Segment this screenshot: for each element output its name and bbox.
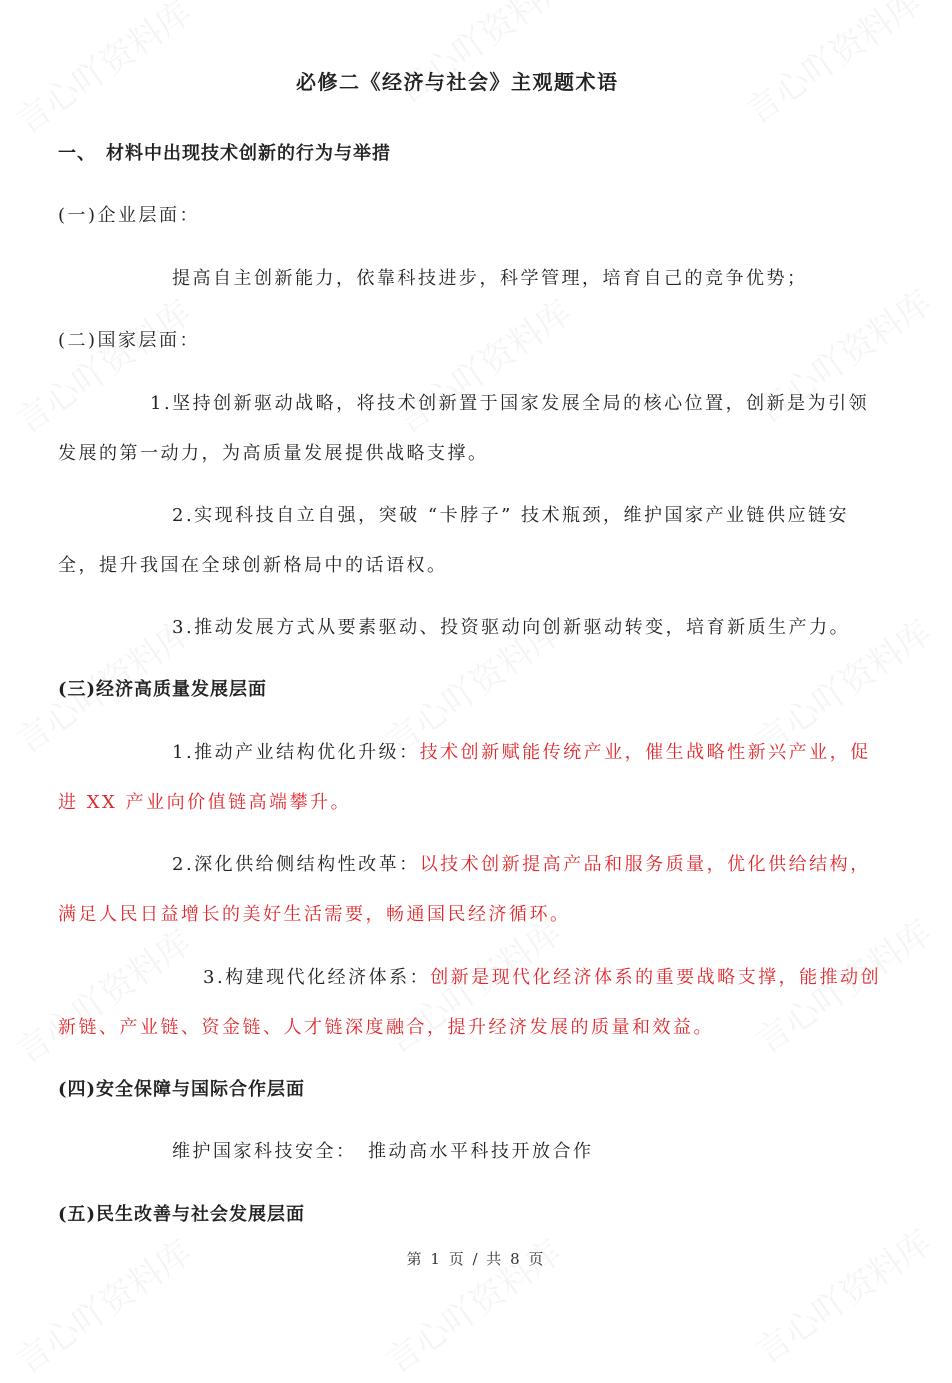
paragraph-line: 1.坚持创新驱动战略，将技术创新置于国家发展全局的核心位置，创新是为引领: [150, 393, 870, 414]
paragraph-line: [172, 853, 871, 877]
highlight-text: 新链、产业链、资金链、人才链深度融合，提升经济发展的质量和效益。: [58, 1017, 714, 1038]
subheading-economy: (三)经济高质量发展层面: [58, 679, 268, 700]
paragraph: 维护国家科技安全： 推动高水平科技开放合作: [172, 1141, 594, 1162]
paragraph-line: 全，提升我国在全球创新格局中的话语权。: [58, 555, 448, 576]
page-footer: 第 1 页 / 共 8 页: [406, 1250, 546, 1268]
highlight-text: 进 XX 产业向价值链高端攀升。: [58, 792, 352, 813]
watermark: [4, 0, 199, 143]
watermark: [384, 0, 579, 113]
subheading-security: (四)安全保障与国际合作层面: [58, 1079, 306, 1100]
paragraph-line: [172, 741, 871, 765]
highlight-text: 技术创新赋能传统产业，催生战略性新兴产业，促: [419, 742, 871, 763]
paragraph-line: 发展的第一动力，为高质量发展提供战略支撑。: [58, 443, 489, 464]
item-label: 2.深化供给侧结构性改革：: [172, 854, 420, 875]
highlight-text: 创新是现代化经济体系的重要战略支撑，能推动创: [430, 967, 882, 988]
page-title: 必修二《经济与社会》主观题术语: [296, 70, 619, 94]
paragraph-line: 3.推动发展方式从要素驱动、投资驱动向创新驱动转变，培育新质生产力。: [172, 617, 851, 638]
item-label: 1.推动产业结构优化升级：: [172, 742, 420, 763]
highlight-text: 以技术创新提高产品和服务质量，优化供给结构，: [419, 854, 871, 875]
paragraph: 提高自主创新能力，依靠科技进步，科学管理，培育自己的竞争优势；: [172, 268, 808, 289]
highlight-text: 满足人民日益增长的美好生活需要，畅通国民经济循环。: [58, 904, 571, 925]
section-heading: 一、 材料中出现技术创新的行为与举措: [58, 143, 391, 164]
watermark: [4, 916, 199, 1073]
paragraph-line: 2.实现科技自立自强，突破 “卡脖子” 技术瓶颈，维护国家产业链供应链安: [172, 505, 850, 526]
watermark: [384, 286, 579, 443]
subheading-national: (二)国家层面：: [58, 330, 201, 351]
watermark: [744, 1216, 939, 1373]
subheading-enterprise: (一)企业层面：: [58, 205, 201, 226]
item-label: 3.构建现代化经济体系：: [203, 967, 431, 988]
watermark: [734, 0, 929, 133]
watermark: [4, 286, 199, 443]
subheading-livelihood: (五)民生改善与社会发展层面: [58, 1204, 306, 1225]
paragraph-line: [203, 966, 881, 990]
